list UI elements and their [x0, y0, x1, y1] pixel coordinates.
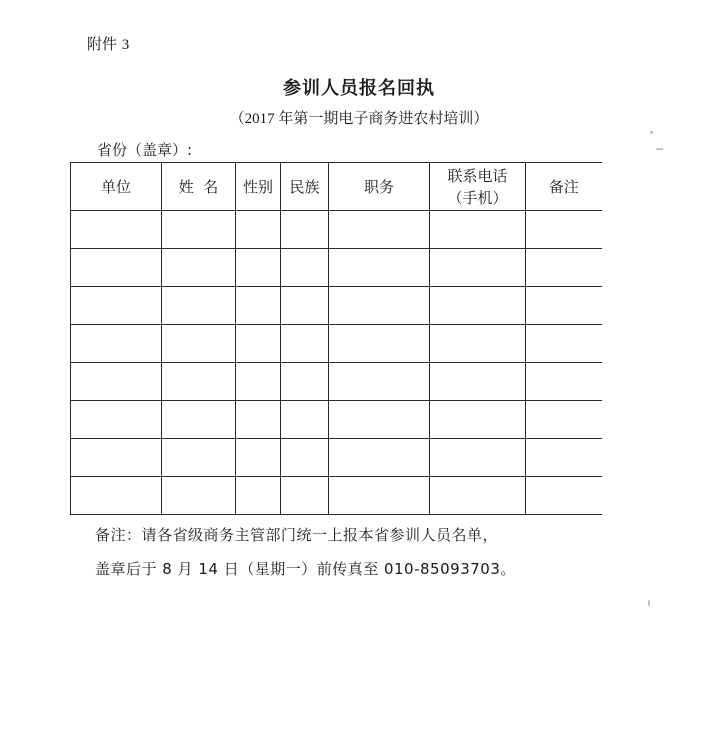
table-cell[interactable]	[281, 477, 329, 515]
table-cell[interactable]	[236, 439, 281, 477]
table-cell[interactable]	[329, 211, 430, 249]
scan-speck	[648, 600, 650, 606]
table-cell[interactable]	[430, 287, 526, 325]
table-cell[interactable]	[281, 249, 329, 287]
table-cell[interactable]	[329, 363, 430, 401]
table-row	[71, 439, 602, 477]
table-cell[interactable]	[329, 287, 430, 325]
table-cell[interactable]	[430, 211, 526, 249]
attachment-number: 3	[121, 37, 130, 53]
table-cell[interactable]	[162, 401, 236, 439]
table-cell[interactable]	[430, 325, 526, 363]
header-name: 姓 名	[162, 163, 236, 211]
registration-table	[70, 162, 602, 515]
attachment-text: 附件	[87, 35, 118, 53]
table-row	[71, 363, 602, 401]
table-cell[interactable]	[71, 363, 162, 401]
table-cell[interactable]	[71, 477, 162, 515]
table-row	[71, 211, 602, 249]
header-gender: 性别	[236, 163, 281, 211]
header-ethnicity: 民族	[281, 163, 329, 211]
table-cell[interactable]	[162, 325, 236, 363]
note-line-1: 备注：请各省级商务主管部门统一上报本省参训人员名单，	[95, 526, 499, 544]
table-cell[interactable]	[526, 439, 602, 477]
table-cell[interactable]	[281, 363, 329, 401]
table-cell[interactable]	[236, 477, 281, 515]
scan-speck	[650, 131, 653, 134]
table-cell[interactable]	[162, 439, 236, 477]
table-cell[interactable]	[329, 477, 430, 515]
table-cell[interactable]	[329, 325, 430, 363]
table-cell[interactable]	[162, 477, 236, 515]
table-row	[71, 477, 602, 515]
table-row	[71, 249, 602, 287]
table-cell[interactable]	[329, 401, 430, 439]
table-cell[interactable]	[526, 211, 602, 249]
table-cell[interactable]	[430, 249, 526, 287]
table-cell[interactable]	[71, 325, 162, 363]
table-cell[interactable]	[526, 477, 602, 515]
form-subtitle	[0, 107, 718, 128]
table-cell[interactable]	[236, 401, 281, 439]
table-cell[interactable]	[236, 287, 281, 325]
table-cell[interactable]	[430, 477, 526, 515]
table-header-row	[71, 163, 602, 211]
table-cell[interactable]	[71, 401, 162, 439]
table-cell[interactable]	[526, 249, 602, 287]
table-cell[interactable]	[71, 211, 162, 249]
form-title: 参训人员报名回执	[283, 78, 435, 99]
table-cell[interactable]	[236, 325, 281, 363]
table-cell[interactable]	[71, 249, 162, 287]
table-cell[interactable]	[236, 363, 281, 401]
table-cell[interactable]	[526, 287, 602, 325]
table-cell[interactable]	[430, 401, 526, 439]
header-phone-line1: 联系电话	[447, 166, 508, 185]
table-cell[interactable]	[329, 439, 430, 477]
table-cell[interactable]	[281, 211, 329, 249]
table-cell[interactable]	[526, 325, 602, 363]
table-row	[71, 287, 602, 325]
table-cell[interactable]	[281, 325, 329, 363]
table-cell[interactable]	[162, 287, 236, 325]
table-row	[71, 325, 602, 363]
table-cell[interactable]	[526, 363, 602, 401]
table-cell[interactable]	[329, 249, 430, 287]
header-remarks: 备注	[526, 163, 602, 211]
note-line-2: 盖章后于 8 月 14 日（星期一）前传真至 010-85093703。	[95, 560, 516, 578]
table-cell[interactable]	[526, 401, 602, 439]
province-stamp-label: 省份（盖章）:	[97, 141, 193, 159]
table-row	[71, 401, 602, 439]
table-cell[interactable]	[162, 211, 236, 249]
header-phone-line2: （手机）	[447, 188, 508, 207]
table-body	[71, 211, 602, 515]
table-cell[interactable]	[236, 211, 281, 249]
header-unit: 单位	[71, 163, 162, 211]
header-phone	[430, 163, 526, 211]
table-cell[interactable]	[281, 287, 329, 325]
table-cell[interactable]	[430, 439, 526, 477]
attachment-label	[87, 33, 129, 54]
table-cell[interactable]	[71, 287, 162, 325]
scan-speck	[656, 148, 663, 150]
table-cell[interactable]	[71, 439, 162, 477]
table-cell[interactable]	[162, 249, 236, 287]
table-cell[interactable]	[281, 439, 329, 477]
table-cell[interactable]	[236, 249, 281, 287]
header-position: 职务	[329, 163, 430, 211]
table-cell[interactable]	[162, 363, 236, 401]
form-subtitle-text: （2017 年第一期电子商务进农村培训）	[229, 111, 489, 127]
table-cell[interactable]	[281, 401, 329, 439]
table-cell[interactable]	[430, 363, 526, 401]
